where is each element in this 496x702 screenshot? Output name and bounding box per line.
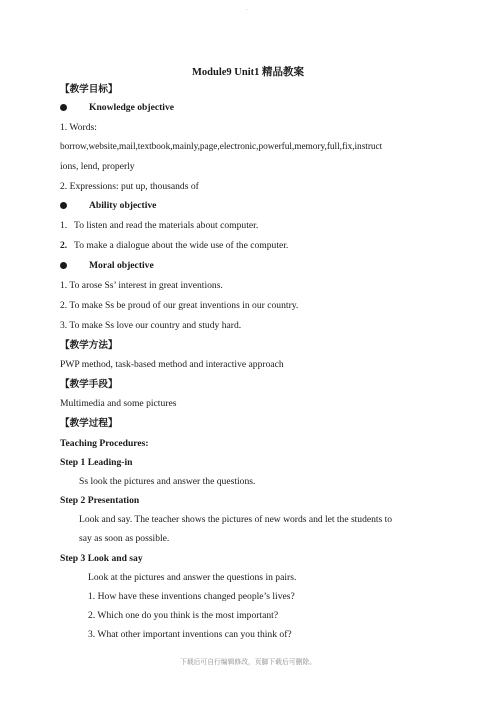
bullet-icon	[60, 262, 67, 269]
ability-objective-heading	[60, 200, 156, 212]
knowledge-heading-label: Knowledge objective	[89, 102, 174, 113]
header-mark: .	[246, 6, 248, 12]
ability-item-2	[60, 240, 288, 252]
procedures-heading: Teaching Procedures:	[60, 438, 149, 449]
expressions-line: 2. Expressions: put up, thousands of	[60, 181, 199, 192]
words-label: 1. Words:	[60, 122, 97, 133]
words-list-line1: borrow,website,mail,textbook,mainly,page,electronic,powerful,memory,full,fix,instruct	[60, 142, 383, 152]
moral-item-1: 1. To arose Ss’ interest in great inventions.	[60, 280, 223, 291]
section-heading-process: 【教学过程】	[60, 418, 118, 429]
step3-question-1: 1. How have these inventions changed people’s lives?	[88, 591, 295, 602]
section-heading-methods: 【教学方法】	[60, 340, 118, 351]
step2-text-line2: say as soon as possible.	[79, 533, 170, 544]
section-heading-means: 【教学手段】	[60, 379, 118, 390]
bullet-icon	[60, 202, 67, 209]
ability-item-2-text: To make a dialogue about the wide use of the computer.	[74, 240, 289, 251]
methods-text: PWP method, task-based method and interactive approach	[60, 359, 284, 370]
words-list-line2: ions, lend, properly	[60, 161, 135, 172]
step2-title: Step 2 Presentation	[60, 495, 140, 506]
moral-item-2: 2. To make Ss be proud of our great inventions in our country.	[60, 300, 299, 311]
step3-question-2: 2. Which one do you think is the most important?	[88, 610, 279, 621]
ability-item-1	[60, 220, 258, 232]
step1-title: Step 1 Leading-in	[60, 457, 133, 468]
step3-title: Step 3 Look and say	[60, 553, 143, 564]
ability-item-1-number: 1.	[60, 220, 68, 231]
step2-text-line1: Look and say. The teacher shows the pictures of new words and let the students to	[79, 514, 393, 525]
bullet-icon	[60, 104, 67, 111]
page-footer: 下载后可自行编辑修改，页脚下载后可删除。	[180, 659, 316, 666]
knowledge-objective-heading	[60, 102, 174, 114]
step1-text: Ss look the pictures and answer the questions.	[79, 476, 256, 487]
moral-heading-label: Moral objective	[89, 260, 154, 271]
section-heading-objectives: 【教学目标】	[60, 84, 118, 95]
step3-question-3: 3. What other important inventions can you think of?	[88, 629, 292, 640]
step3-intro: Look at the pictures and answer the questions in pairs.	[88, 572, 297, 583]
moral-item-3: 3. To make Ss love our country and study hard.	[60, 320, 242, 331]
means-text: Multimedia and some pictures	[60, 398, 177, 409]
ability-item-1-text: To listen and read the materials about computer.	[74, 220, 259, 231]
ability-heading-label: Ability objective	[89, 200, 157, 211]
moral-objective-heading	[60, 260, 154, 272]
ability-item-2-number: 2.	[60, 240, 68, 251]
page-title: Module9 Unit1 精品教案	[191, 67, 304, 78]
